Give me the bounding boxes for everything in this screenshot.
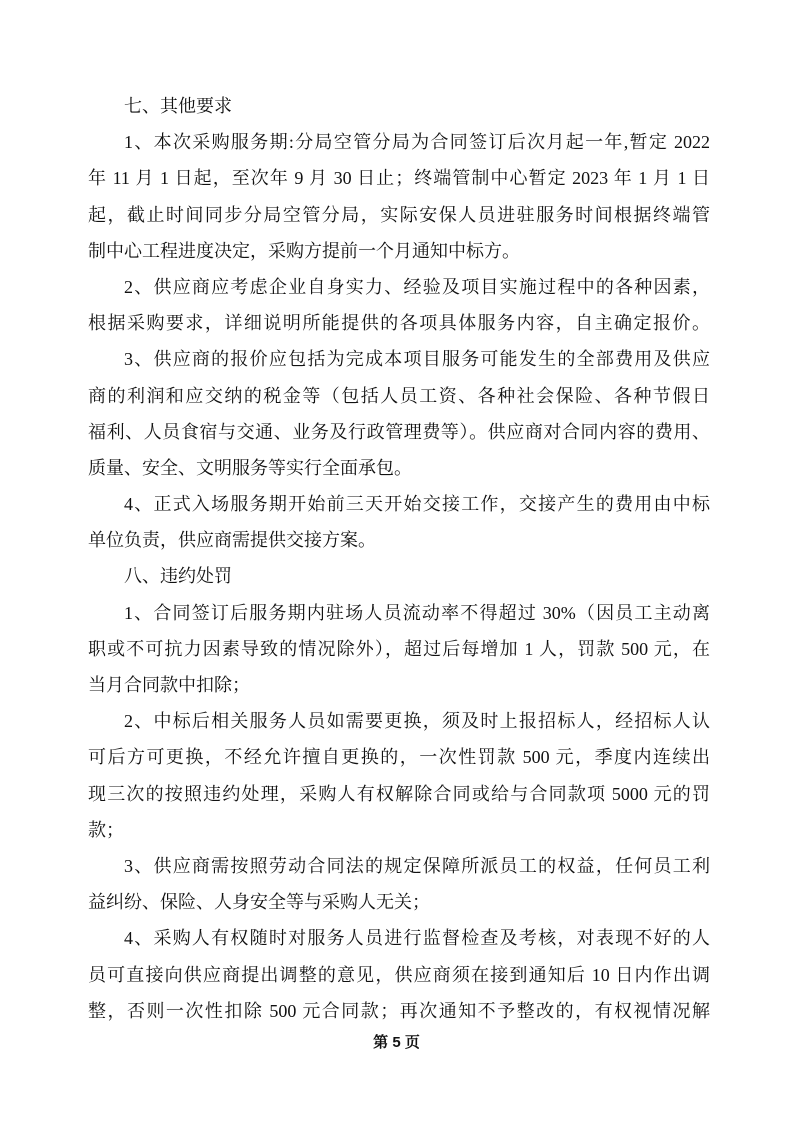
- clause-labor-rights-line: 益纠纷、保险、人身安全等与采购人无关；: [88, 892, 430, 913]
- clause-turnover-rate-line: 1、合同签订后服务期内驻场人员流动率不得超过 30%（因员工主动离: [124, 602, 710, 623]
- clause-supervision-line: 员可直接向供应商提出调整的意见，供应商须在接到通知后 10 日内作出调: [88, 964, 710, 985]
- clause-handover-line: 4、正式入场服务期开始前三天开始交接工作，交接产生的费用由中标: [124, 494, 710, 515]
- clause-service-period-line: 年 11 月 1 日起，至次年 9 月 30 日止；终端管制中心暂定 2023 年 1 月 1 日: [88, 168, 710, 189]
- clause-quotation-scope-line: 质量、安全、文明服务等实行全面承包。: [88, 457, 412, 478]
- heading-other-requirements-line: 七、其他要求: [124, 96, 232, 116]
- clause-supervision-line: 4、采购人有权随时对服务人员进行监督检查及考核，对表现不好的人: [124, 928, 710, 949]
- clause-labor-rights-line: 3、供应商需按照劳动合同法的规定保障所派员工的权益，任何员工利: [124, 855, 710, 876]
- clause-supplier-considerations-line: 根据采购要求，详细说明所能提供的各项具体服务内容，自主确定报价。: [88, 313, 710, 334]
- clause-turnover-rate-line: 职或不可抗力因素导致的情况除外），超过后每增加 1 人，罚款 500 元，在: [88, 638, 710, 659]
- clause-staff-replacement-line: 2、中标后相关服务人员如需要更换，须及时上报招标人，经招标人认: [124, 711, 710, 732]
- clause-staff-replacement-line: 可后方可更换，不经允许擅自更换的，一次性罚款 500 元，季度内连续出: [88, 747, 710, 768]
- page-number: 第 5 页: [373, 1034, 420, 1051]
- clause-quotation-scope-line: 3、供应商的报价应包括为完成本项目服务可能发生的全部费用及供应: [124, 349, 710, 370]
- clause-turnover-rate-line: 当月合同款中扣除；: [88, 675, 250, 695]
- clause-staff-replacement-line: 款；: [88, 819, 124, 840]
- clause-service-period-line: 起，截止时间同步分局空管分局，实际安保人员进驻服务时间根据终端管: [88, 204, 710, 225]
- clause-supervision-line: 整，否则一次性扣除 500 元合同款；再次通知不予整改的，有权视情况解: [88, 1000, 710, 1021]
- clause-supplier-considerations-line: 2、供应商应考虑企业自身实力、经验及项目实施过程中的各种因素，: [124, 276, 710, 297]
- clause-service-period-line: 制中心工程进度决定，采购方提前一个月通知中标方。: [88, 240, 520, 261]
- clause-staff-replacement-line: 现三次的按照违约处理，采购人有权解除合同或给与合同款项 5000 元的罚: [88, 783, 710, 804]
- clause-handover-line: 单位负责，供应商需提供交接方案。: [88, 530, 376, 551]
- document-body: [88, 88, 710, 1029]
- page-footer: [0, 1031, 793, 1052]
- clause-service-period-line: 1、本次采购服务期:分局空管分局为合同签订后次月起一年,暂定 2022: [124, 132, 710, 153]
- clause-quotation-scope-line: 福利、人员食宿与交通、业务及行政管理费等）。供应商对合同内容的费用、: [88, 421, 710, 442]
- clause-quotation-scope-line: 商的利润和应交纳的税金等（包括人员工资、各种社会保险、各种节假日: [88, 385, 710, 406]
- heading-breach-penalty-line: 八、违约处罚: [124, 566, 232, 587]
